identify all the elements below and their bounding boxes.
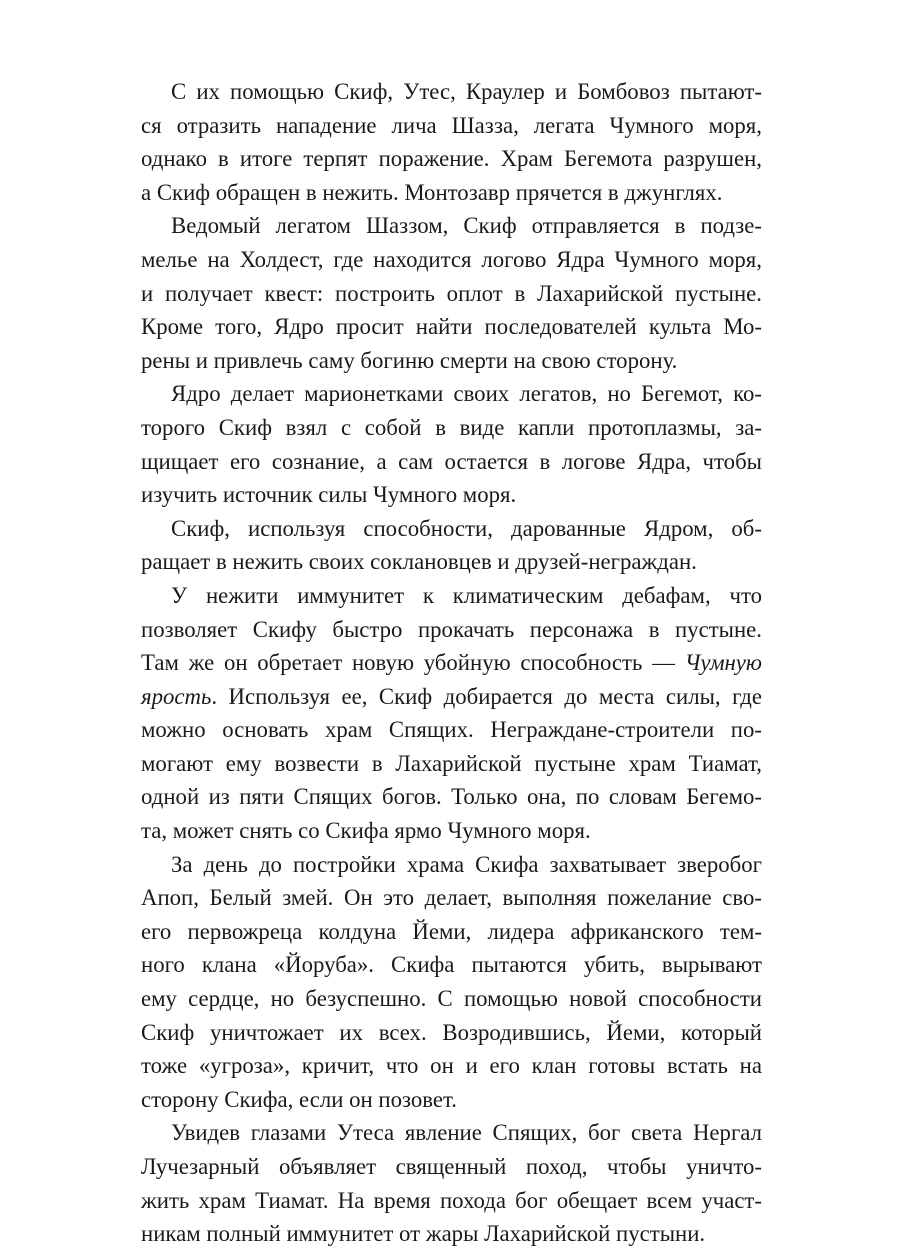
text-line: торого Скиф взял с собой в виде капли протоплазмы, за- [141,414,762,440]
text-line: одной из пяти Спящих богов. Только она, по словам Бегемо- [141,784,762,810]
text-line: С их помощью Скиф, Утес, Краулер и Бомбовоз пытают- [171,79,762,104]
text-line: Кроме того, Ядро просит найти последователей культа Мо- [141,314,762,340]
text-line: ного клана «Йоруба». Скифа пытаются убить, вырывают [141,952,762,978]
text-line: Скиф, используя способности, дарованные Ядром, об- [171,515,762,541]
text-line: можно основать храм Спящих. Неграждане-строители по- [141,717,762,743]
text-line: рены и привлечь саму богиню смерти на свою сторону. [141,347,678,373]
text-line: мелье на Холдест, где находится логово Ядра Чумного моря, [141,246,762,272]
book-page-text [141,75,762,1251]
text-line: однако в итоге терпят поражение. Храм Бегемота разрушен, [141,146,762,172]
text-line: сторону Скифа, если он позовет. [141,1086,457,1112]
text-line: Ведомый легатом Шаззом, Скиф отправляется в подзе- [171,213,762,239]
text-line: его первожреца колдуна Йеми, лидера африканского тем- [141,918,762,944]
text-line: Увидев глазами Утеса явление Спящих, бог света Нергал [171,1120,762,1146]
text-line: Апоп, Белый змей. Он это делает, выполняя пожелание сво- [141,885,762,911]
paragraph [141,377,762,511]
text-line: тоже «угроза», кричит, что он и его клан готовы встать на [141,1053,762,1079]
text-line: щищает его сознание, а сам остается в логове Ядра, чтобы [141,448,762,474]
text-line: могают ему возвести в Лахарийской пустыне храм Тиамат, [141,750,762,776]
text-line: та, может снять со Скифа ярмо Чумного моря. [141,818,591,844]
paragraph [141,1116,762,1250]
paragraph [141,512,762,579]
paragraph [141,579,762,848]
text-line: Там же он обретает новую убойную способность — Чумную [141,650,762,676]
paragraph [141,209,762,377]
text-line: позволяет Скифу быстро прокачать персонажа в пустыне. [141,616,762,642]
text-line: никам полный иммунитет от жары Лахарийской пустыни. [141,1221,706,1247]
text-line: а Скиф обращен в нежить. Монтозавр прячется в джунглях. [141,179,723,205]
text-line: ращает в нежить своих соклановцев и друзей-неграждан. [141,549,697,575]
text-line: ярость. Используя ее, Скиф добирается до места силы, где [141,683,762,709]
text-line: жить храм Тиамат. На время похода бог обещает всем участ- [141,1187,762,1213]
text-line: Ядро делает марионетками своих легатов, но Бегемот, ко- [171,381,762,407]
paragraph [141,848,762,1117]
text-line: изучить источник силы Чумного моря. [141,482,517,508]
text-line: ся отразить нападение лича Шазза, легата Чумного моря, [141,112,762,138]
text-line: У нежити иммунитет к климатическим дебафам, что [171,582,762,608]
text-line: За день до постройки храма Скифа захватывает зверобог [171,851,762,877]
text-line: Лучезарный объявляет священный поход, чтобы уничто- [141,1154,762,1179]
text-line: и получает квест: построить оплот в Лахарийской пустыне. [141,280,762,306]
paragraph [141,75,762,209]
text-line: ему сердце, но безуспешно. С помощью новой способности [141,986,762,1012]
text-line: Скиф уничтожает их всех. Возродившись, Йеми, который [141,1019,762,1045]
